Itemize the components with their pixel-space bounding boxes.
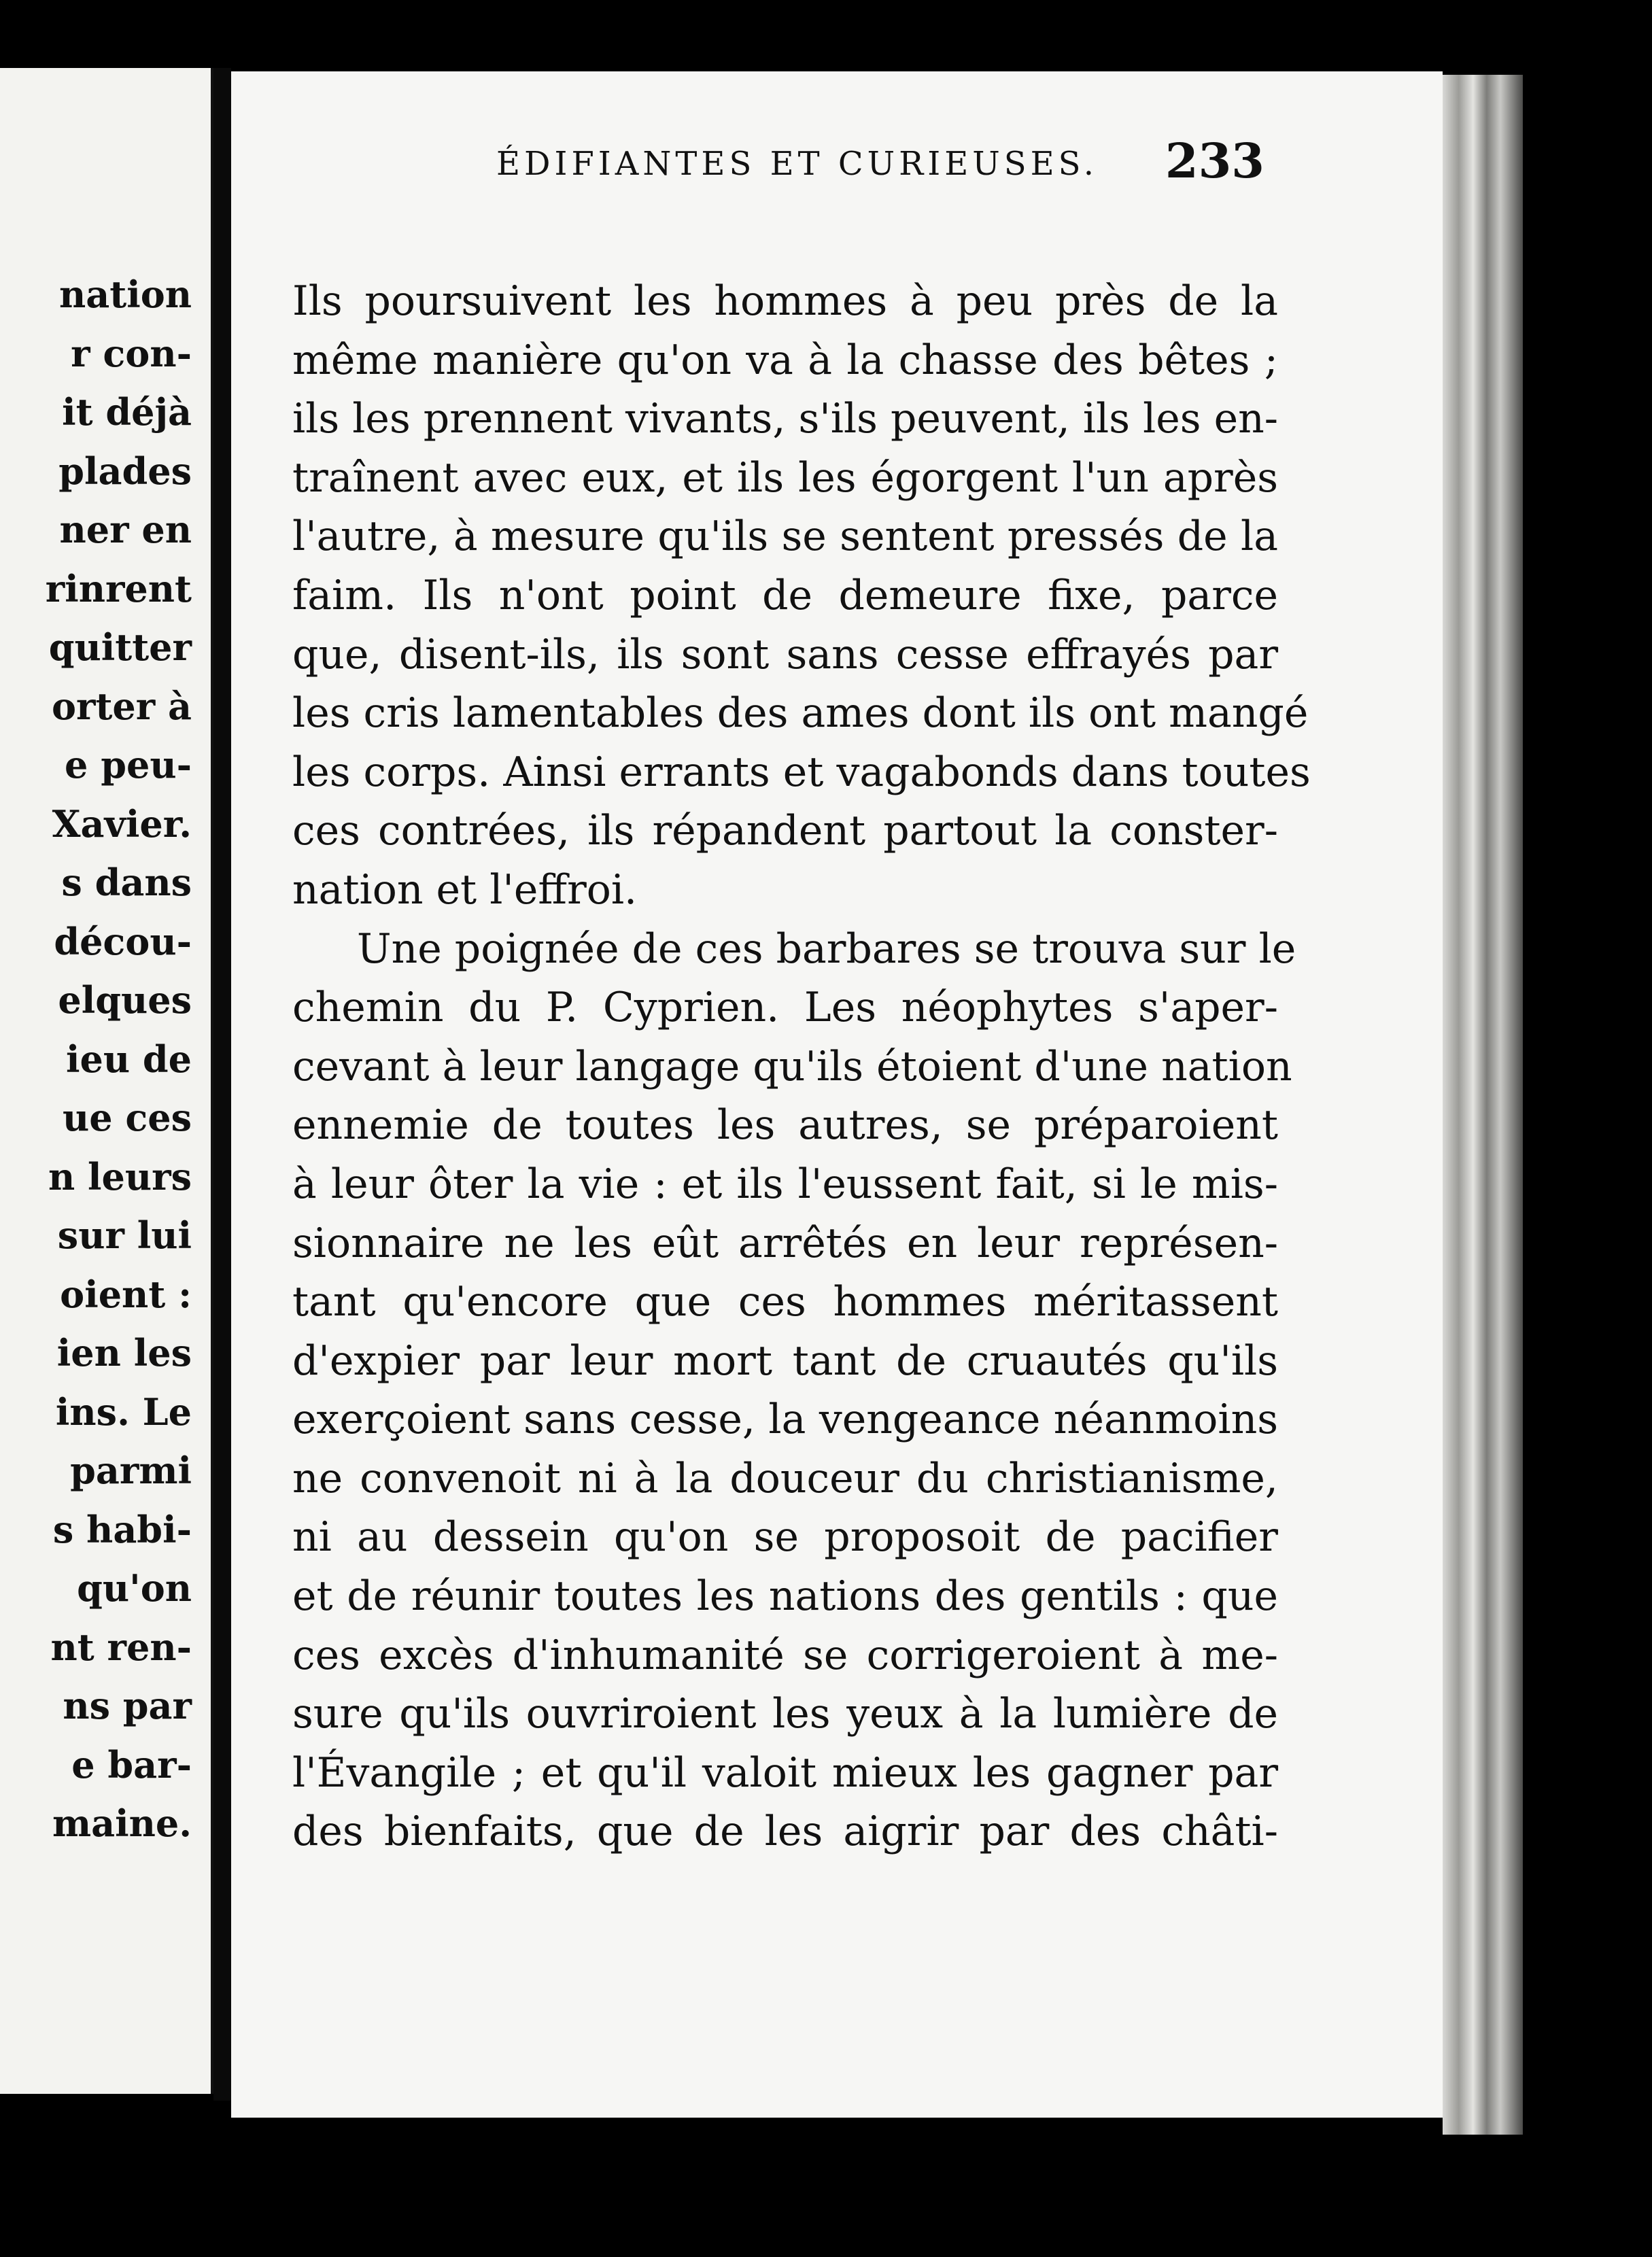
text-line: cevant à leur langage qu'ils étoient d'une nation [292, 1042, 1292, 1090]
left-line: ieu de [65, 1037, 192, 1081]
text-line: ces excès d'inhumanité se corrigeroient à me- [292, 1631, 1278, 1679]
text-line: ennemie de toutes les autres, se préparoient [292, 1101, 1278, 1150]
text-line: nation et l'effroi. [292, 865, 638, 914]
page-number: 233 [1165, 133, 1264, 189]
left-line: parmi [70, 1449, 192, 1492]
text-line: Ils poursuivent les hommes à peu près de la [292, 277, 1278, 325]
left-page-text [46, 265, 192, 1853]
body-text [292, 272, 1311, 1861]
text-line: Une poignée de ces barbares se trouva sur le [357, 925, 1296, 973]
text-line: sionnaire ne les eût arrêtés en leur représen- [292, 1219, 1278, 1267]
text-line: à leur ôter la vie : et ils l'eussent fait, si le mis- [292, 1160, 1278, 1208]
page-edges [1443, 75, 1523, 2135]
left-line: maine. [52, 1802, 192, 1845]
text-line: ces contrées, ils répandent partout la conster- [292, 807, 1278, 855]
text-line: des bienfaits, que de les aigrir par des châti- [292, 1808, 1278, 1856]
left-line: ins. Le [55, 1390, 192, 1434]
left-page [0, 68, 213, 2094]
left-line: ue ces [62, 1096, 192, 1139]
text-line: et de réunir toutes les nations des gentils : que [292, 1572, 1278, 1621]
left-line: ien les [56, 1331, 192, 1375]
left-line: it déjà [62, 390, 192, 434]
running-head [265, 133, 1264, 194]
text-line: même manière qu'on va à la chasse des bêtes ; [292, 336, 1278, 384]
running-title: ÉDIFIANTES ET CURIEUSES. [496, 145, 1099, 183]
text-line: que, disent-ils, ils sont sans cesse effrayés par [292, 630, 1278, 678]
text-line: l'autre, à mesure qu'ils se sentent pressés de la [292, 513, 1278, 561]
text-line: chemin du P. Cyprien. Les néophytes s'aper- [292, 984, 1278, 1032]
left-line: s habi- [52, 1507, 192, 1551]
text-line: les cris lamentables des ames dont ils ont mangé [292, 689, 1309, 738]
left-line: nation [59, 273, 192, 316]
text-line: traînent avec eux, et ils les égorgent l'un après [292, 453, 1278, 502]
left-line: plades [58, 449, 192, 493]
left-line: Xavier. [52, 802, 192, 846]
text-line: sure qu'ils ouvriroient les yeux à la lumière de [292, 1690, 1278, 1738]
left-line: qu'on [77, 1566, 192, 1610]
left-line: décou- [54, 919, 192, 963]
text-line: l'Évangile ; et qu'il valoit mieux les gagner par [292, 1748, 1278, 1797]
text-line: ils les prennent vivants, s'ils peuvent, ils les en- [292, 395, 1279, 443]
left-line: quitter [48, 625, 192, 669]
text-line: ni au dessein qu'on se proposoit de pacifier [292, 1513, 1278, 1562]
text-line: d'expier par leur mort tant de cruautés qu'ils [292, 1337, 1278, 1385]
left-line: n leurs [48, 1154, 192, 1199]
text-line: ne convenoit ni à la douceur du christianisme, [292, 1454, 1278, 1502]
text-line: tant qu'encore que ces hommes méritassent [292, 1278, 1278, 1326]
text-line: faim. Ils n'ont point de demeure fixe, parce [292, 571, 1278, 619]
left-line: s dans [61, 861, 192, 904]
left-line: e peu- [65, 743, 192, 787]
left-line: nt ren- [50, 1625, 192, 1669]
left-line: elques [58, 978, 192, 1022]
left-line: rinrent [45, 566, 192, 610]
book-gutter [213, 68, 231, 2101]
left-line: oient : [60, 1272, 192, 1316]
left-line: ner en [59, 508, 192, 551]
left-line: r con- [71, 331, 192, 375]
text-line: les corps. Ainsi errants et vagabonds dans toutes [292, 748, 1311, 796]
left-line: ns par [63, 1684, 192, 1727]
left-line: e bar- [71, 1742, 192, 1787]
left-line: sur lui [57, 1213, 192, 1257]
text-line: exerçoient sans cesse, la vengeance néanmoins [292, 1396, 1278, 1444]
left-line: orter à [51, 684, 192, 728]
